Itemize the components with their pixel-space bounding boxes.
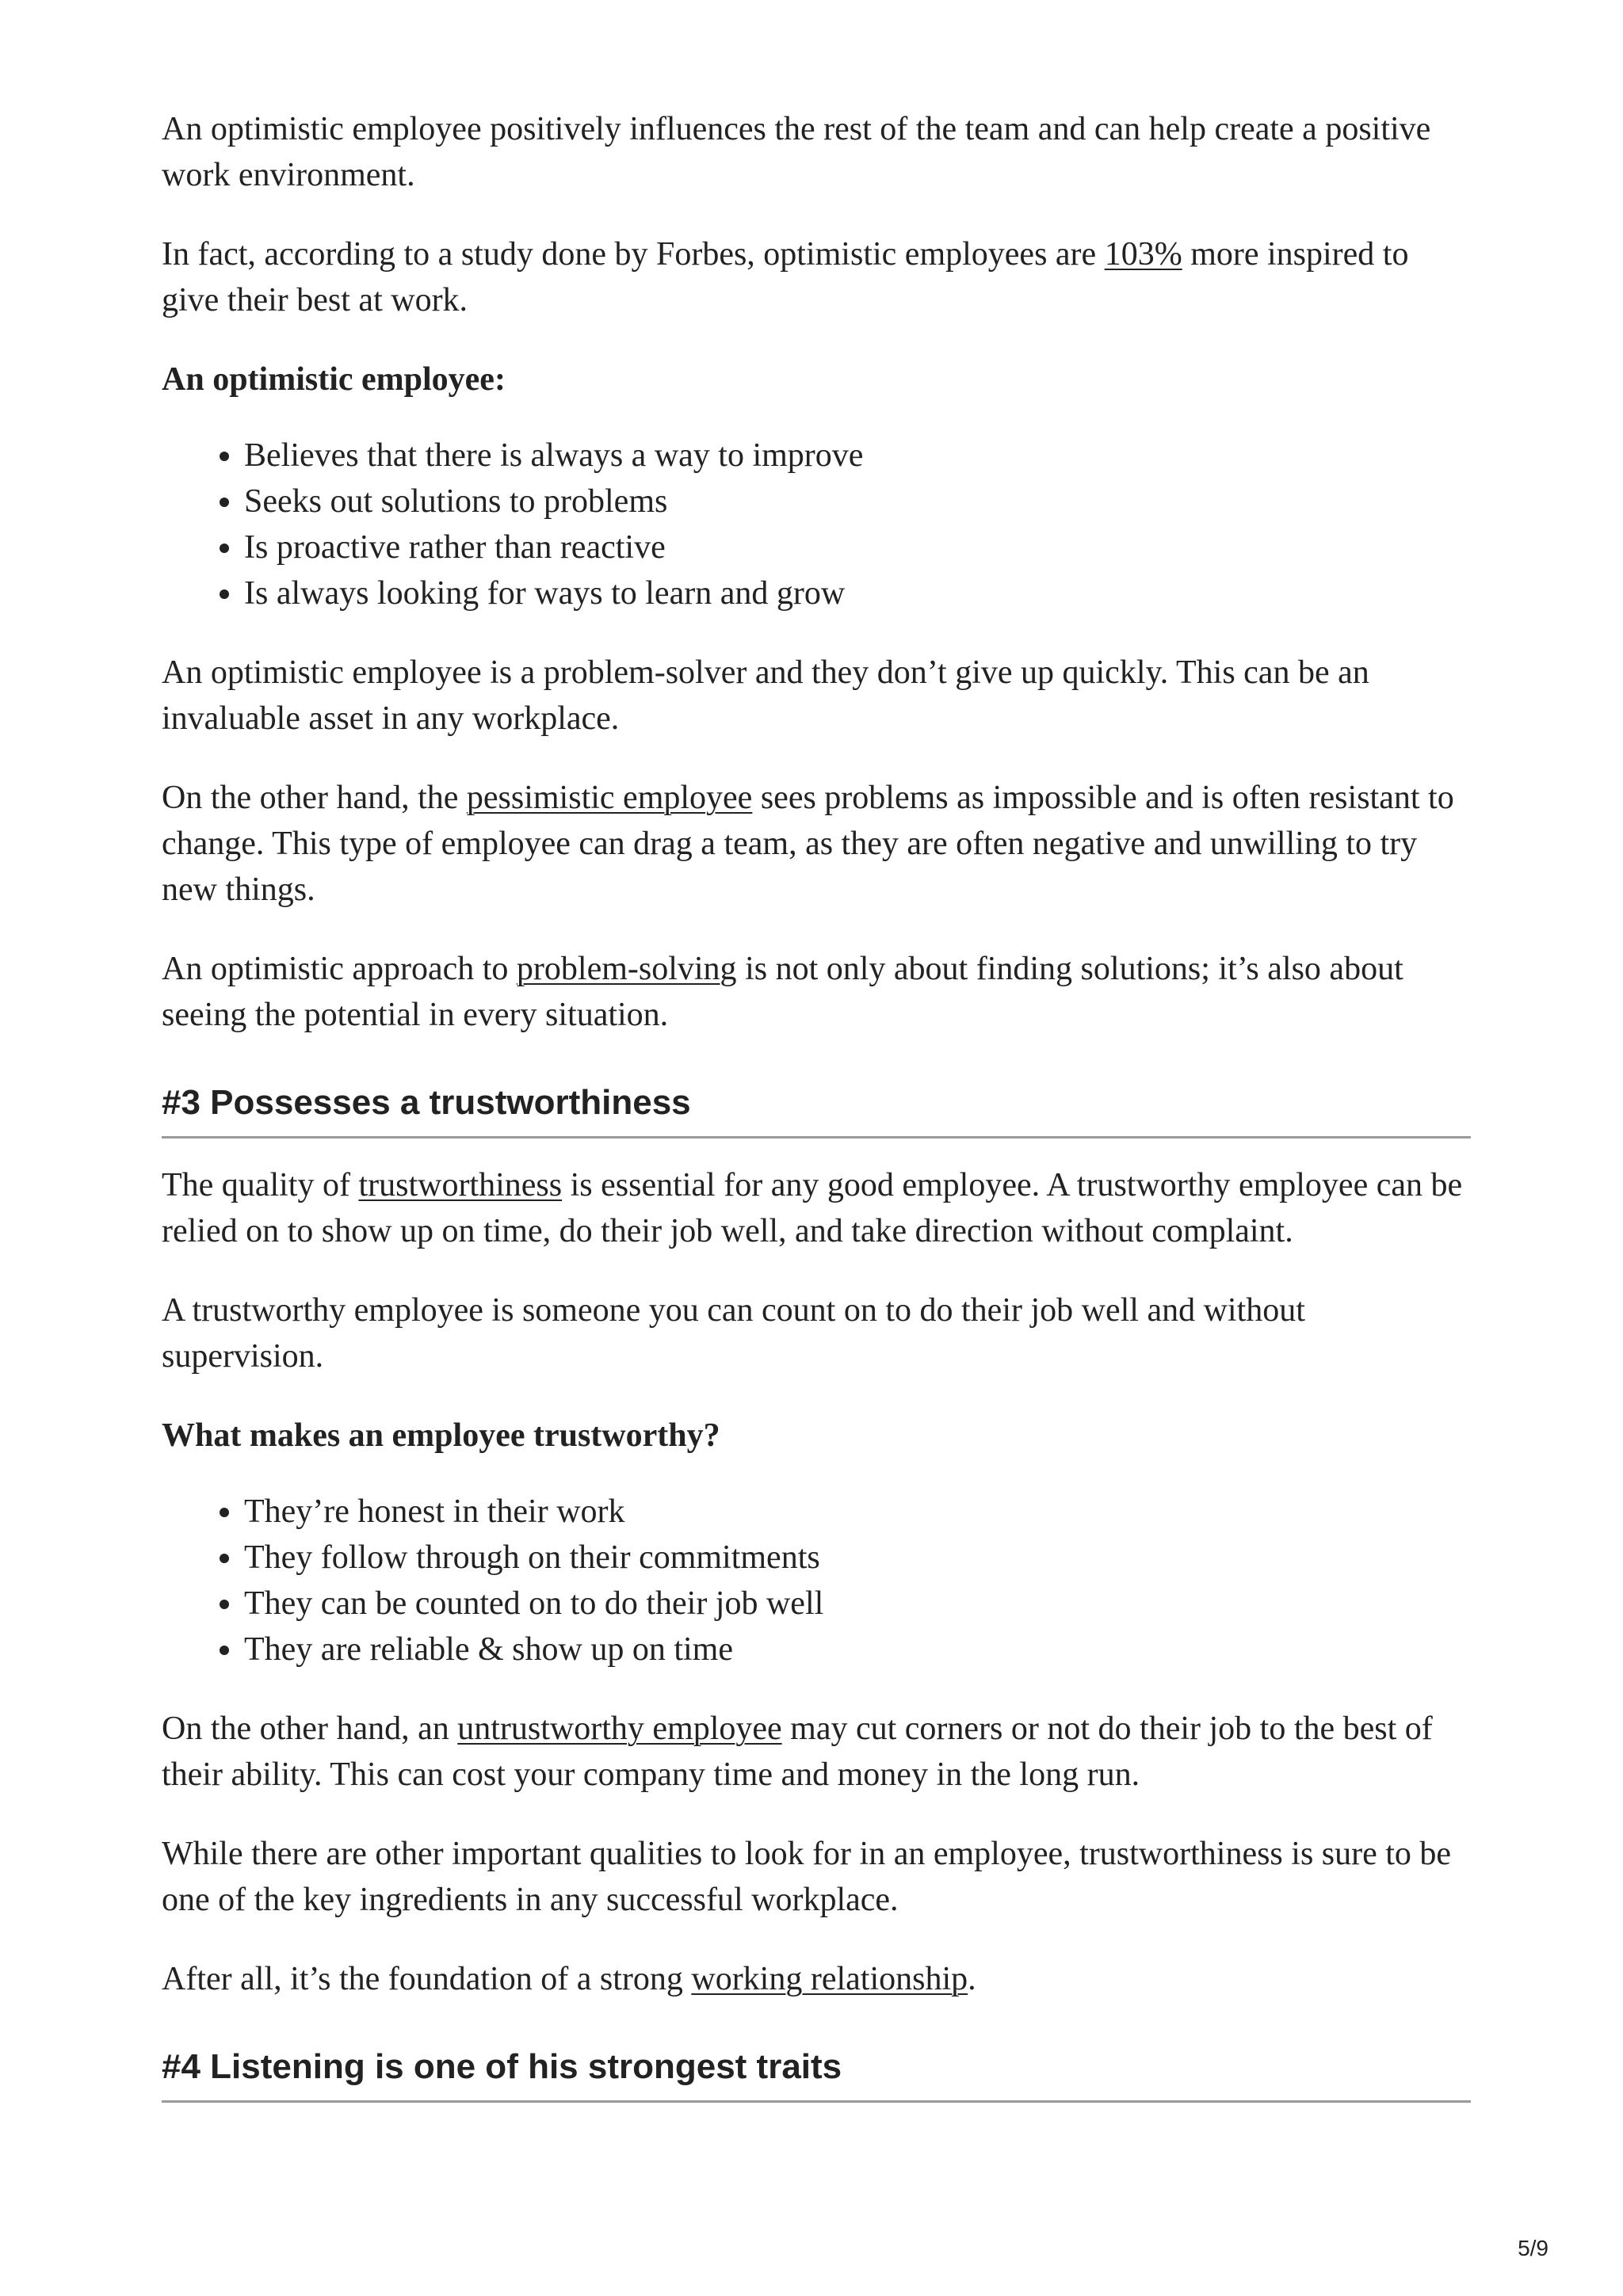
list-item: • Seeks out solutions to problems: [244, 479, 1471, 524]
list-item: • They can be counted on to do their job well: [244, 1581, 1471, 1627]
list-item: • Believes that there is always a way to improve: [244, 433, 1471, 479]
text: After all, it’s the foundation of a strong: [162, 1961, 692, 1997]
paragraph-problem-solver: An optimistic employee is a problem-solver and they don’t give up quickly. This can be an invaluable asset in any workplace.: [162, 654, 1369, 737]
paragraph-problem-solving: [162, 946, 1471, 1038]
page-number: 5/9: [1518, 2236, 1549, 2260]
text: may cut corners or not do their job to the best of their ability. This can cost your company time and money in the long run.: [162, 1711, 1433, 1793]
article-body: [162, 106, 1471, 2126]
optimistic-traits-list: [162, 433, 1471, 616]
list-item: • They’re honest in their work: [244, 1489, 1471, 1535]
text: sees problems as impossible and is often resistant to change. This type of employee can drag a team, as they are often negative and unwilling to try new things.: [162, 780, 1454, 908]
paragraph-pessimistic: [162, 775, 1471, 913]
link-pessimistic-employee[interactable]: pessimistic employee: [466, 780, 753, 816]
text: .: [968, 1961, 976, 1997]
text: more inspired to give their best at work.: [162, 236, 1409, 318]
trustworthy-list-heading: What makes an employee trustworthy?: [162, 1417, 720, 1454]
section-4-heading: #4 Listening is one of his strongest traits: [162, 2045, 1471, 2103]
link-problem-solving[interactable]: problem-solving: [516, 951, 737, 987]
link-untrustworthy-employee[interactable]: untrustworthy employee: [457, 1711, 782, 1747]
paragraph-foundation: [162, 1956, 1471, 2002]
text: is not only about finding solutions; it’s also about seeing the potential in every situation.: [162, 951, 1403, 1033]
link-working-relationship[interactable]: working relationship: [691, 1961, 968, 1997]
text: On the other hand, an: [162, 1711, 458, 1747]
text: On the other hand, the: [162, 780, 467, 816]
list-item: • Is always looking for ways to learn and grow: [244, 570, 1471, 616]
paragraph-forbes-study: [162, 231, 1471, 323]
list-item: • They follow through on their commitments: [244, 1535, 1471, 1581]
section-3-heading: #3 Possesses a trustworthiness: [162, 1081, 1471, 1138]
list-item: • They are reliable & show up on time: [244, 1627, 1471, 1672]
paragraph-optimistic-influence: An optimistic employee positively influences the rest of the team and can help create a positive work environment.: [162, 111, 1431, 193]
text: is essential for any good employee. A trustworthy employee can be relied on to show up on time, do their job well, and take direction without complaint.: [162, 1167, 1463, 1249]
link-103-percent[interactable]: 103%: [1104, 236, 1182, 273]
paragraph-trustworthiness-quality: [162, 1162, 1471, 1254]
paragraph-key-ingredient: While there are other important qualities to look for in an employee, trustworthiness is sure to be one of the key ingredients in any successful workplace.: [162, 1836, 1452, 1918]
trustworthy-traits-list: [162, 1489, 1471, 1672]
text: In fact, according to a study done by Forbes, optimistic employees are: [162, 236, 1105, 273]
paragraph-untrustworthy: [162, 1706, 1471, 1798]
paragraph-trustworthy-employee: A trustworthy employee is someone you can count on to do their job well and without supervision.: [162, 1292, 1305, 1375]
link-trustworthiness[interactable]: trustworthiness: [358, 1167, 563, 1203]
text: The quality of: [162, 1167, 359, 1203]
optimistic-employee-heading: An optimistic employee:: [162, 361, 506, 398]
text: An optimistic approach to: [162, 951, 517, 987]
list-item: • Is proactive rather than reactive: [244, 524, 1471, 570]
